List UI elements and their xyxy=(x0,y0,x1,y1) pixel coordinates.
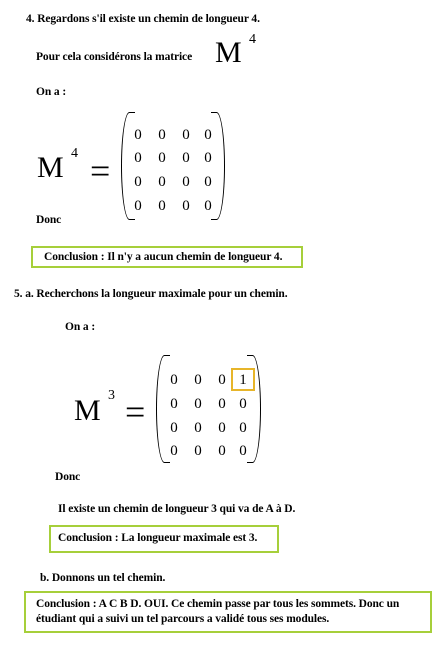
matrix-m3-cell: 0 xyxy=(194,420,202,436)
matrix-m4-cell: 0 xyxy=(182,174,190,190)
conclusion-5b-line1: Conclusion : A C B D. OUI. Ce chemin passe par tous les sommets. Donc un xyxy=(36,598,400,610)
matrix-m4-cell: 0 xyxy=(134,198,142,214)
section5b-heading: b. Donnons un tel chemin. xyxy=(40,572,166,584)
section4-donc: Donc xyxy=(36,214,62,226)
matrix-m4-cell: 0 xyxy=(134,174,142,190)
matrix-m4-cell: 0 xyxy=(158,150,166,166)
matrix-m4-cell: 0 xyxy=(204,150,212,166)
matrix-m4-cell: 0 xyxy=(158,198,166,214)
exponent-3: 3 xyxy=(108,388,115,403)
matrix-m4-cell: 0 xyxy=(134,150,142,166)
equals-sign-m4: = xyxy=(90,151,111,191)
section5a-statement: Il existe un chemin de longueur 3 qui va de A à D. xyxy=(58,503,296,515)
matrix-m3-cell: 0 xyxy=(194,443,202,459)
matrix-m3-cell: 0 xyxy=(218,420,226,436)
matrix-m3-cell: 0 xyxy=(170,372,178,388)
matrix-m3-cell: 0 xyxy=(170,443,178,459)
conclusion-5a: Conclusion : La longueur maximale est 3. xyxy=(58,532,258,544)
section4-heading: 4. Regardons s'il existe un chemin de longueur 4. xyxy=(26,13,260,25)
matrix-m4-cell: 0 xyxy=(182,127,190,143)
conclusion-4: Conclusion : Il n'y a aucun chemin de longueur 4. xyxy=(44,251,283,263)
section5a-donc: Donc xyxy=(55,471,81,483)
matrix-m3-cell: 0 xyxy=(218,396,226,412)
matrix-m3-cell: 0 xyxy=(194,396,202,412)
equals-sign-m3: = xyxy=(125,392,146,432)
matrix-m4-cell: 0 xyxy=(134,127,142,143)
matrix-m3-cell: 0 xyxy=(218,372,226,388)
matrix-m4-cell: 0 xyxy=(182,198,190,214)
section5a-on-a: On a : xyxy=(65,321,96,333)
matrix-m3-cell: 0 xyxy=(170,396,178,412)
matrix-m4-cell: 0 xyxy=(204,127,212,143)
matrix-m4-cell: 0 xyxy=(204,198,212,214)
matrix-m3-cell: 0 xyxy=(170,420,178,436)
matrix-m3-cell: 0 xyxy=(239,396,247,412)
matrix-m4-cell: 0 xyxy=(158,174,166,190)
exponent-4: 4 xyxy=(71,146,78,161)
matrix-symbol-m3: M xyxy=(74,394,101,427)
section4-on-a: On a : xyxy=(36,86,67,98)
conclusion-5b-line2: étudiant qui a suivi un tel parcours a validé tous ses modules. xyxy=(36,613,330,625)
matrix-m3-cell: 0 xyxy=(218,443,226,459)
section5a-heading: 5. a. Recherchons la longueur maximale pour un chemin. xyxy=(14,288,288,300)
matrix-m4-cell: 0 xyxy=(158,127,166,143)
matrix-m4-cell: 0 xyxy=(204,174,212,190)
matrix-m3-cell: 0 xyxy=(194,372,202,388)
matrix-symbol-m4: M xyxy=(37,151,64,184)
exponent-4-inline: 4 xyxy=(249,32,256,47)
matrix-m3-cell-highlighted: 1 xyxy=(239,372,247,388)
matrix-symbol-m4-inline: M xyxy=(215,36,242,69)
matrix-m4-cell: 0 xyxy=(182,150,190,166)
section4-intro: Pour cela considérons la matrice xyxy=(36,51,193,63)
matrix-m3-cell: 0 xyxy=(239,443,247,459)
matrix-m3-cell: 0 xyxy=(239,420,247,436)
